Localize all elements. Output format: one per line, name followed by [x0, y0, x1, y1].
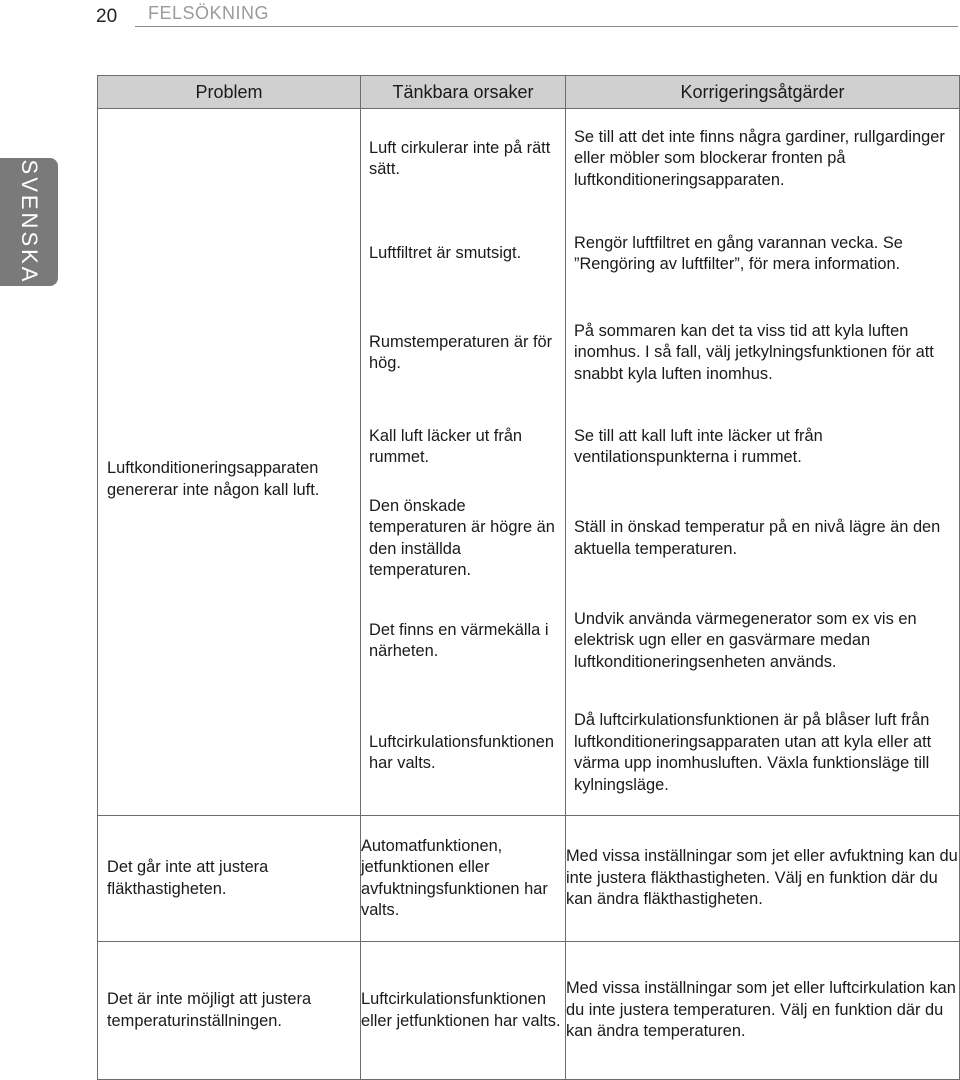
action-item: [566, 109, 959, 209]
language-side-tab: [0, 158, 58, 286]
action-text: På sommaren kan det ta viss tid att kyla luften inomhus. I så fall, välj jetkylningsfunktionen för att snabbt kyla luften inomhus.: [574, 321, 934, 383]
action-item: [566, 209, 959, 299]
cause-item: [361, 209, 565, 299]
cause-text: Den önskade temperaturen är högre än den inställda temperaturen.: [369, 496, 555, 579]
action-text: Med vissa inställningar som jet eller luftcirkulation kan du inte justera temperaturen. Välj en funktion där du kan ändra temperaturen.: [566, 979, 956, 1041]
action-item: [566, 487, 959, 590]
problem-text: Det är inte möjligt att justera temperaturinställningen.: [107, 990, 312, 1030]
cause-item: [361, 407, 565, 487]
action-text: Undvik använda värmegenerator som ex vis en elektrisk ugn eller en gasvärmare medan luftkonditioneringsenheten används.: [574, 609, 917, 671]
cause-item: [361, 590, 565, 692]
action-text: Se till att kall luft inte läcker ut från ventilationspunkterna i rummet.: [574, 426, 823, 466]
column-header-actions: Korrigeringsåtgärder: [566, 76, 960, 109]
cause-item: [361, 692, 565, 814]
cause-text: Luftfiltret är smutsigt.: [369, 244, 522, 263]
cause-item: [361, 109, 565, 209]
column-header-causes: Tänkbara orsaker: [361, 76, 566, 109]
cause-text: Det finns en värmekälla i närheten.: [369, 620, 549, 660]
action-item: [566, 692, 959, 814]
action-text: Rengör luftfiltret en gång varannan vecka. Se ”Rengöring av luftfilter”, för mera information.: [574, 233, 903, 273]
troubleshooting-table: [97, 75, 960, 1080]
causes-cell: [361, 109, 566, 816]
action-cell: [566, 816, 960, 942]
table-row: [98, 942, 960, 1080]
action-text: Då luftcirkulationsfunktionen är på blåser luft från luftkonditioneringsapparaten utan att kyla eller att värma upp inomhusluften. Växla funktionsläge till kylningsläge.: [574, 711, 932, 794]
action-item: [566, 590, 959, 692]
action-cell: [566, 942, 960, 1080]
cause-cell: [361, 816, 566, 942]
table-row: [98, 109, 960, 816]
cause-text: Kall luft läcker ut från rummet.: [369, 426, 523, 466]
header-divider: [135, 26, 958, 27]
cause-cell: [361, 942, 566, 1080]
page-number: 20: [96, 6, 118, 27]
cause-text: Luftcirkulationsfunktionen eller jetfunktionen har valts.: [361, 990, 561, 1030]
problem-text: Luftkonditioneringsapparaten genererar inte någon kall luft.: [107, 459, 320, 499]
action-item: [566, 299, 959, 407]
column-header-problem: Problem: [98, 76, 361, 109]
cause-text: Rumstemperaturen är för hög.: [369, 332, 553, 372]
cause-text: Automatfunktionen, jetfunktionen eller avfuktningsfunktionen har valts.: [361, 836, 548, 919]
problem-cell: [98, 109, 361, 816]
action-text: Ställ in önskad temperatur på en nivå lägre än den aktuella temperaturen.: [574, 518, 941, 558]
cause-item: [361, 487, 565, 590]
cause-text: Luftcirkulationsfunktionen har valts.: [369, 732, 554, 772]
table-row: [98, 816, 960, 942]
problem-cell: [98, 942, 361, 1080]
action-item: [566, 407, 959, 487]
action-text: Med vissa inställningar som jet eller avfuktning kan du inte justera fläkthastigheten. Välj en funktion där du kan ändra fläkthastigheten.: [566, 847, 958, 909]
cause-text: Luft cirkulerar inte på rätt sätt.: [369, 138, 551, 178]
problem-text: Det går inte att justera fläkthastigheten.: [107, 858, 269, 898]
section-title: FELSÖKNING: [148, 3, 270, 23]
actions-cell: [566, 109, 960, 816]
language-tab-label: SVENSKA: [17, 159, 42, 285]
table-header-row: [98, 76, 960, 109]
action-text: Se till att det inte finns några gardiner, rullgardinger eller möbler som blockerar fronten på luftkonditioneringsapparaten.: [574, 127, 945, 189]
cause-item: [361, 299, 565, 407]
problem-cell: [98, 816, 361, 942]
page-header: [0, 0, 960, 40]
